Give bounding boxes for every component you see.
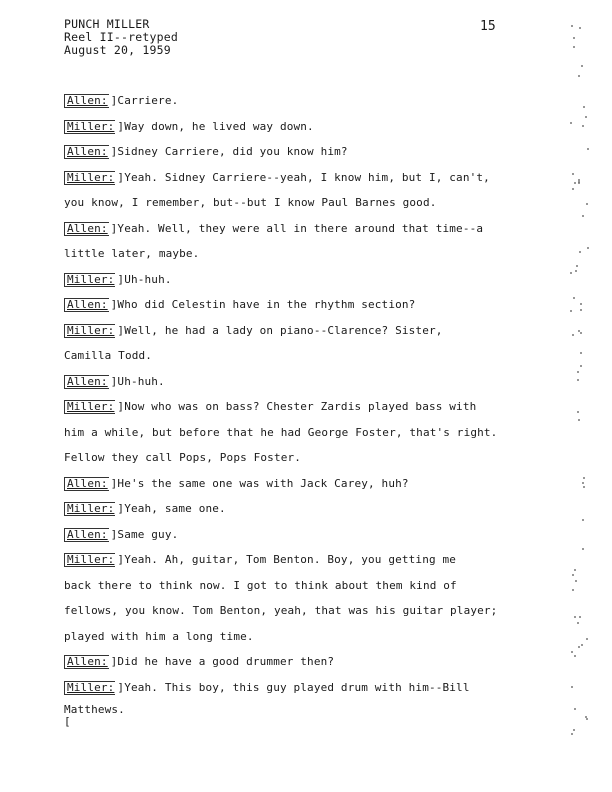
dialogue-text: little later, maybe.	[64, 247, 200, 260]
dialogue-continuation	[64, 602, 564, 628]
scan-speck	[579, 27, 581, 29]
header-date: August 20, 1959	[64, 43, 171, 57]
scan-speck	[585, 716, 587, 718]
scan-speck	[581, 644, 583, 646]
speaker-bracket-close: ]	[117, 323, 125, 337]
dialogue-text: Sidney Carriere, did you know him?	[117, 145, 348, 158]
scan-speck	[578, 646, 580, 648]
speaker-label	[64, 528, 109, 542]
scan-speck	[581, 65, 583, 67]
scan-speck	[582, 519, 584, 521]
scan-speck	[582, 215, 584, 217]
speaker-name: Allen:	[67, 94, 108, 107]
speaker-bracket-close: ]	[117, 119, 125, 133]
speaker-bracket-close: ]	[117, 272, 125, 286]
dialogue-line	[64, 475, 564, 501]
dialogue-text: him a while, but before that he had George Foster, that's right.	[64, 425, 498, 439]
scan-speck	[580, 332, 582, 334]
dialogue-line	[64, 169, 564, 195]
speaker-label	[64, 298, 109, 312]
dialogue-text: Did he have a good drummer then?	[117, 655, 335, 668]
scan-speck	[587, 247, 589, 249]
speaker-bracket-close: ]	[110, 476, 118, 490]
scan-speck	[574, 708, 576, 710]
speaker-label	[64, 553, 115, 567]
dialogue-line	[64, 526, 564, 552]
dialogue-line	[64, 500, 564, 526]
dialogue-text: Who did Celestin have in the rhythm section?	[117, 298, 416, 311]
scan-speck	[579, 616, 581, 618]
dialogue-continuation	[64, 424, 564, 450]
scan-speck	[578, 179, 580, 181]
speaker-name: Miller:	[67, 119, 115, 133]
scan-speck	[572, 574, 574, 576]
scan-speck	[578, 330, 580, 332]
scan-speck	[578, 75, 580, 77]
scan-speck	[583, 486, 585, 488]
dialogue-text: Fellow they call Pops, Pops Foster.	[64, 451, 302, 464]
speaker-label	[64, 400, 115, 414]
header-reel: Reel II--retyped	[64, 30, 178, 44]
scan-speck	[587, 148, 589, 150]
speaker-name: Allen:	[67, 145, 108, 158]
speaker-name: Allen:	[67, 655, 108, 668]
scan-speck	[585, 116, 587, 118]
scan-speck	[578, 419, 580, 421]
scan-speck	[577, 379, 579, 381]
dialogue-line	[64, 398, 564, 424]
dialogue-continuation	[64, 449, 564, 475]
speaker-name: Allen:	[67, 374, 108, 388]
dialogue-line	[64, 271, 564, 297]
dialogue-text: Yeah. Sidney Carriere--yeah, I know him, but I, can't,	[124, 170, 490, 184]
dialogue-text: Yeah. Well, they were all in there around that time--a	[117, 221, 484, 235]
speaker-bracket-close: ]	[117, 170, 125, 184]
scan-speck	[572, 589, 574, 591]
scan-speck	[572, 334, 574, 336]
speaker-name: Allen:	[67, 221, 108, 235]
dialogue-text: Way down, he lived way down.	[124, 119, 314, 133]
speaker-label	[64, 502, 115, 516]
speaker-bracket-close: ]	[117, 502, 125, 515]
dialogue-text: Matthews.	[64, 703, 125, 716]
speaker-name: Miller:	[67, 400, 115, 413]
scan-speck	[586, 718, 588, 720]
speaker-name: Allen:	[67, 476, 108, 490]
scan-speck	[574, 182, 576, 184]
speaker-label	[64, 477, 109, 491]
speaker-bracket-close: ]	[117, 680, 125, 694]
dialogue-text: He's the same one was with Jack Carey, huh?	[117, 476, 409, 490]
speaker-label	[64, 120, 115, 134]
scan-speck	[571, 25, 573, 27]
speaker-name: Allen:	[67, 527, 108, 541]
scan-speck	[571, 733, 573, 735]
speaker-label	[64, 324, 115, 338]
scan-speck	[572, 188, 574, 190]
speaker-bracket-close: ]	[110, 145, 118, 158]
dialogue-line	[64, 220, 564, 246]
dialogue-continuation	[64, 716, 564, 728]
dialogue-text: back there to think now. I got to think about them kind of	[64, 578, 457, 592]
scan-speck	[582, 548, 584, 550]
scan-speck	[580, 309, 582, 311]
scan-speck	[586, 203, 588, 205]
scan-speck	[582, 482, 584, 484]
scan-speck	[573, 37, 575, 39]
speaker-label	[64, 375, 109, 389]
dialogue-line	[64, 143, 564, 169]
scan-speck	[580, 303, 582, 305]
speaker-bracket-close: ]	[110, 655, 118, 668]
speaker-label	[64, 681, 115, 695]
scan-speck	[571, 651, 573, 653]
scan-speck	[580, 352, 582, 354]
speaker-bracket-close: ]	[110, 527, 118, 541]
scan-noise	[570, 0, 590, 792]
speaker-name: Allen:	[67, 298, 108, 311]
speaker-bracket-close: ]	[117, 400, 125, 413]
scan-speck	[574, 655, 576, 657]
scan-speck	[570, 310, 572, 312]
dialogue-text: played with him a long time.	[64, 629, 254, 643]
dialogue-line	[64, 322, 564, 348]
scan-speck	[578, 182, 580, 184]
dialogue-text: Same guy.	[117, 527, 179, 541]
speaker-bracket-close: ]	[110, 298, 118, 311]
document-header	[64, 18, 178, 57]
dialogue-text: Carriere.	[117, 94, 179, 107]
speaker-label	[64, 171, 115, 185]
dialogue-text: Yeah, same one.	[124, 502, 226, 515]
dialogue-line	[64, 653, 564, 679]
dialogue-line	[64, 373, 564, 399]
speaker-label	[64, 94, 109, 108]
scan-speck	[570, 122, 572, 124]
dialogue-continuation	[64, 347, 564, 373]
speaker-name: Miller:	[67, 502, 115, 515]
scan-speck	[572, 173, 574, 175]
scan-speck	[583, 106, 585, 108]
scan-speck	[586, 638, 588, 640]
scan-speck	[577, 622, 579, 624]
scan-speck	[573, 46, 575, 48]
header-interviewee: PUNCH MILLER	[64, 17, 150, 31]
scan-speck	[570, 272, 572, 274]
speaker-name: Miller:	[67, 272, 115, 286]
speaker-label	[64, 655, 109, 669]
dialogue-line	[64, 118, 564, 144]
scan-speck	[571, 686, 573, 688]
scan-speck	[575, 270, 577, 272]
speaker-bracket-close: ]	[117, 553, 125, 566]
dialogue-text: you know, I remember, but--but I know Paul Barnes good.	[64, 196, 437, 209]
speaker-name: Miller:	[67, 323, 115, 337]
scan-speck	[576, 265, 578, 267]
dialogue-continuation	[64, 577, 564, 603]
dialogue-line	[64, 551, 564, 577]
scan-speck	[575, 580, 577, 582]
dialogue-text: fellows, you know. Tom Benton, yeah, that was his guitar player;	[64, 604, 498, 617]
dialogue-text: Well, he had a lady on piano--Clarence? Sister,	[124, 323, 443, 337]
dialogue-text: [	[64, 715, 71, 728]
dialogue-text: Now who was on bass? Chester Zardis played bass with	[124, 400, 477, 413]
speaker-name: Miller:	[67, 680, 115, 694]
scan-speck	[583, 477, 585, 479]
speaker-label	[64, 145, 109, 159]
dialogue-text: Uh-huh.	[124, 272, 172, 286]
scan-speck	[574, 569, 576, 571]
dialogue-line	[64, 296, 564, 322]
transcript-body	[64, 92, 564, 728]
dialogue-continuation	[64, 245, 564, 271]
scan-speck	[573, 297, 575, 299]
scan-speck	[573, 729, 575, 731]
dialogue-continuation	[64, 194, 564, 220]
dialogue-text: Camilla Todd.	[64, 349, 153, 362]
scan-speck	[580, 365, 582, 367]
speaker-name: Miller:	[67, 170, 115, 184]
page-number: 15	[480, 19, 496, 34]
scan-speck	[579, 251, 581, 253]
dialogue-text: Yeah. This boy, this guy played drum with him--Bill	[124, 680, 470, 694]
speaker-label	[64, 273, 115, 287]
speaker-bracket-close: ]	[110, 94, 118, 107]
speaker-bracket-close: ]	[110, 374, 118, 388]
scan-speck	[574, 616, 576, 618]
dialogue-line	[64, 92, 564, 118]
speaker-name: Miller:	[67, 553, 115, 566]
scan-speck	[582, 125, 584, 127]
dialogue-continuation	[64, 704, 564, 716]
dialogue-text: Yeah. Ah, guitar, Tom Benton. Boy, you getting me	[124, 553, 457, 566]
dialogue-text: Uh-huh.	[117, 374, 165, 388]
dialogue-continuation	[64, 628, 564, 654]
scan-speck	[577, 411, 579, 413]
scan-speck	[577, 371, 579, 373]
speaker-bracket-close: ]	[110, 221, 118, 235]
dialogue-line	[64, 679, 564, 705]
speaker-label	[64, 222, 109, 236]
